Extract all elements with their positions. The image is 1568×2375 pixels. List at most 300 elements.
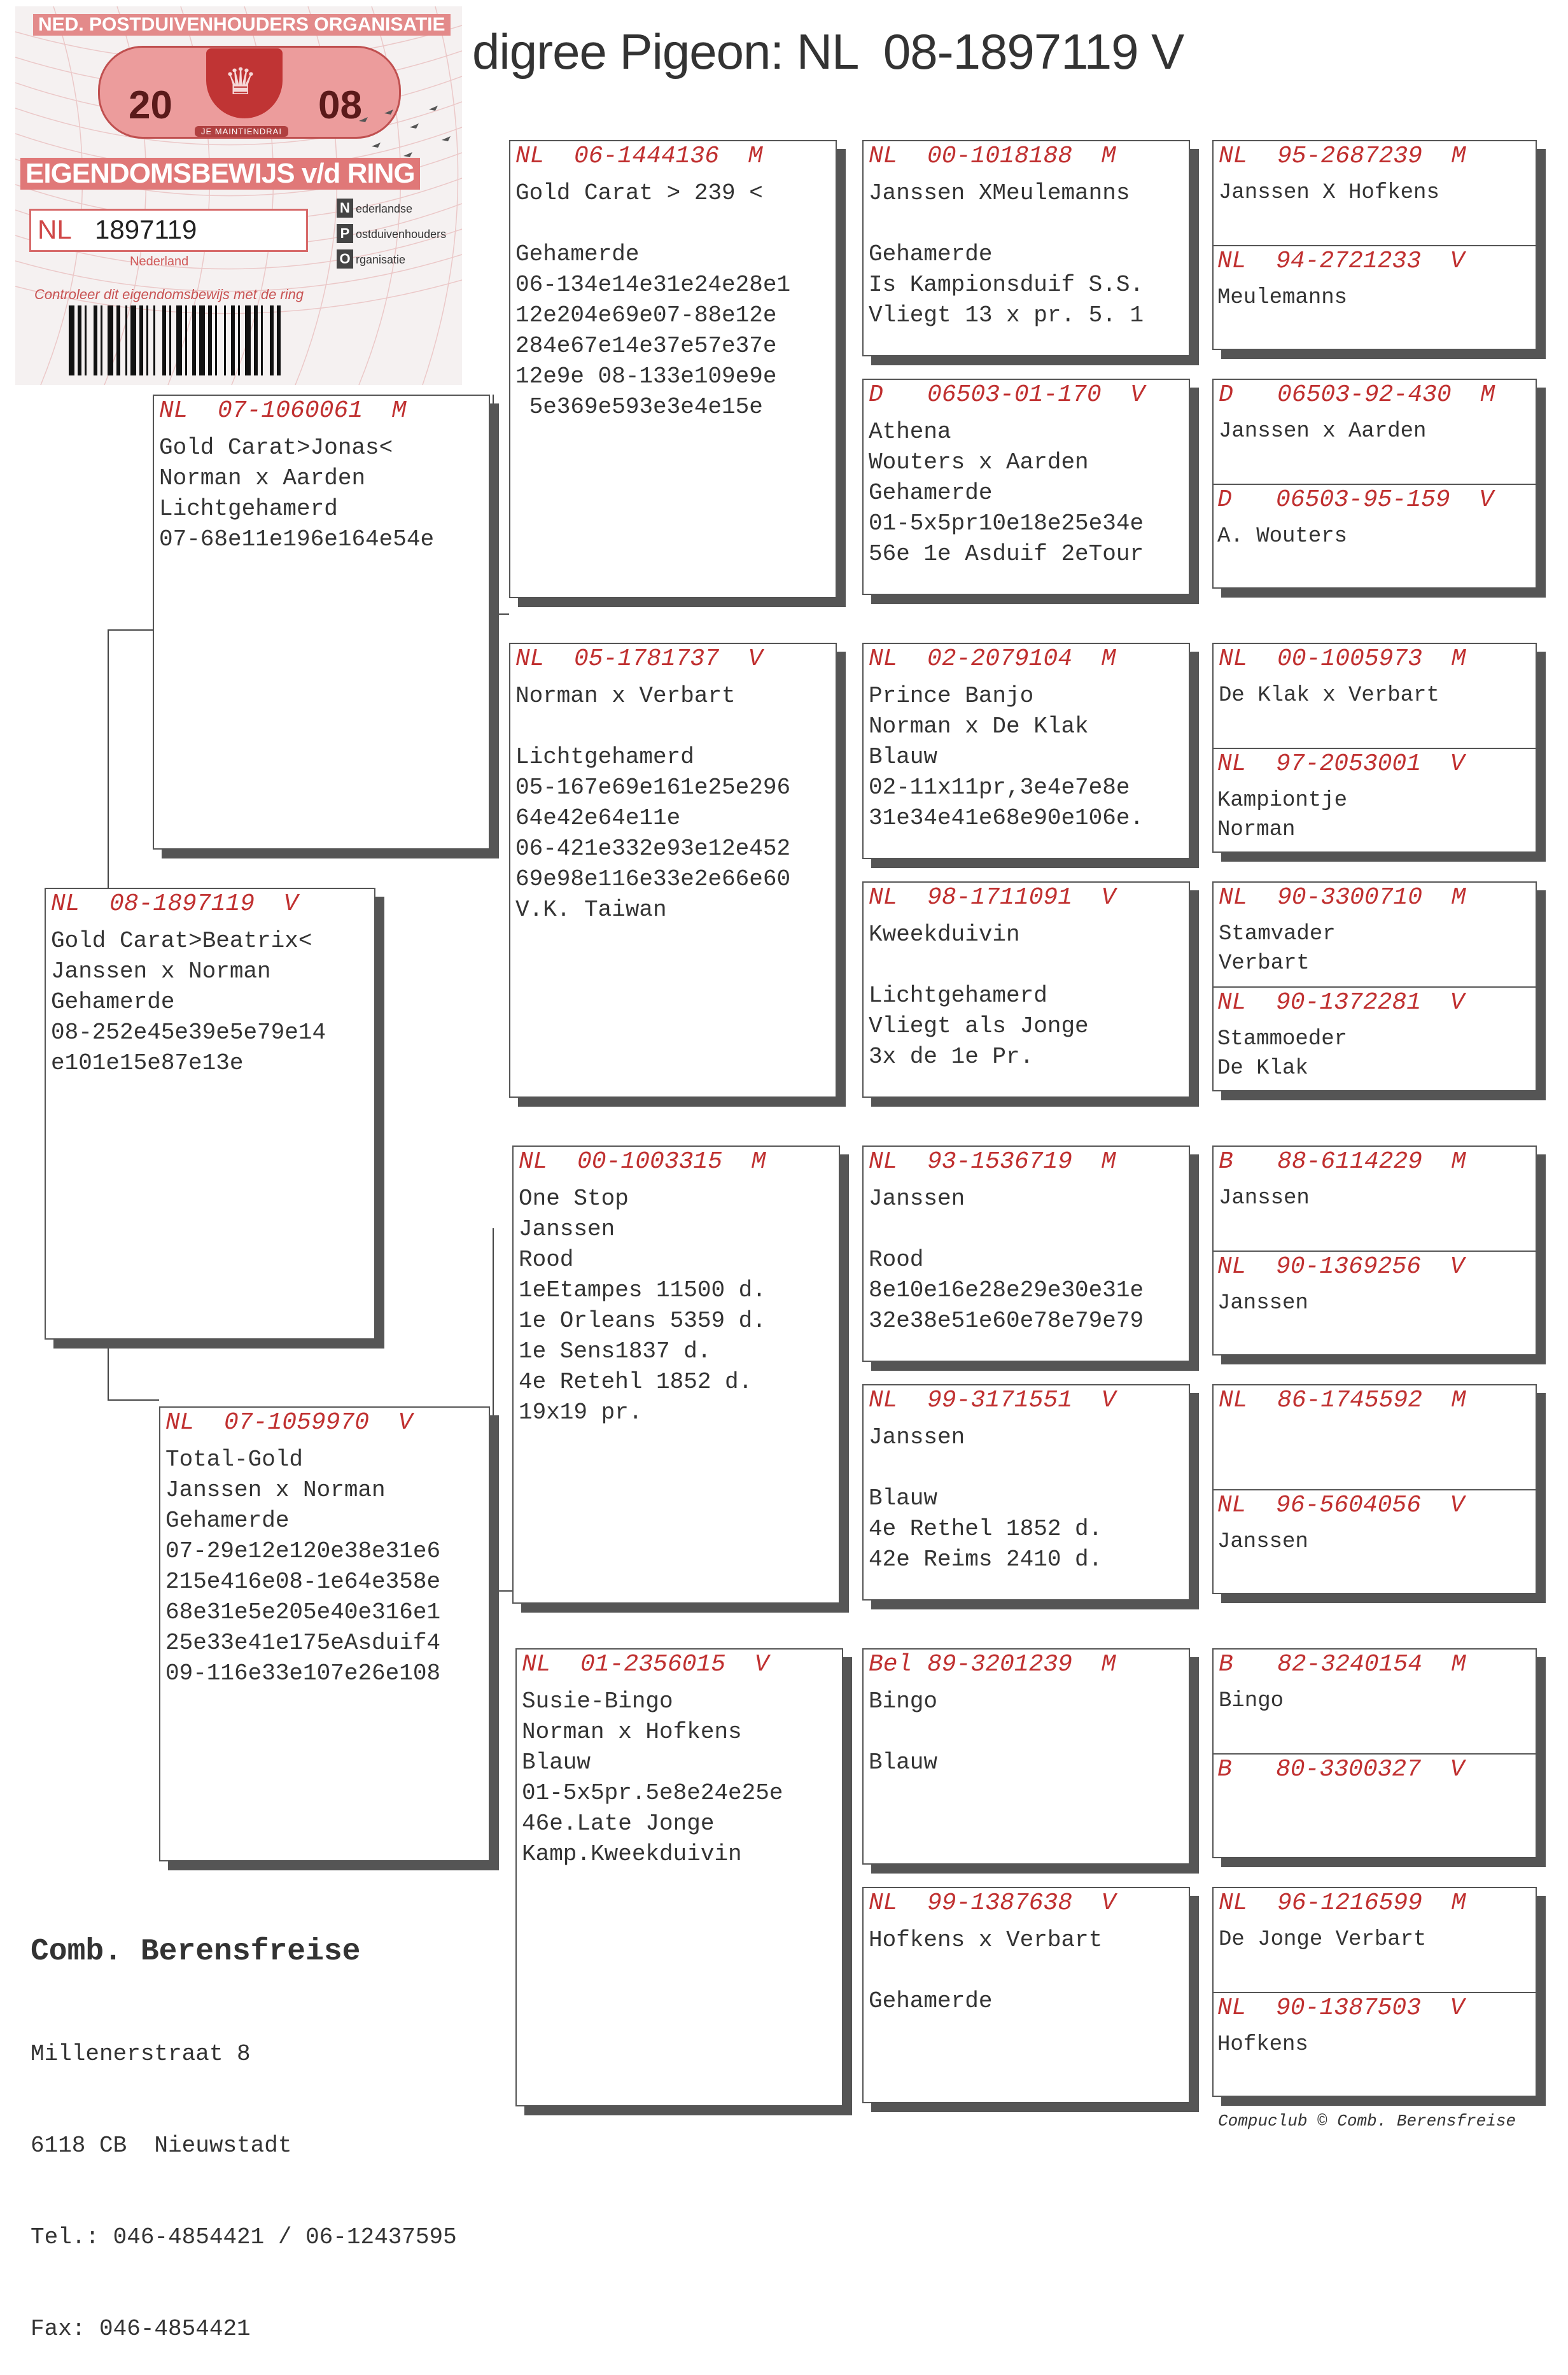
ring-sex: M	[1101, 645, 1116, 673]
ring-sex: M	[1451, 645, 1466, 673]
certificate-ring-prefix: NL	[38, 214, 72, 244]
npo-letter-o: O	[337, 249, 353, 269]
pigeon-detail-line: Blauw	[869, 1485, 938, 1511]
pigeon-detail-line: Athena	[869, 419, 951, 445]
pigeon-detail-line: Gehamerde	[165, 1508, 290, 1534]
ring-code: 08-1897119	[109, 890, 255, 918]
ring-number	[51, 890, 298, 918]
pigeon-detail-line: Blauw	[869, 1749, 938, 1776]
ring-country-prefix: Bel	[869, 1651, 913, 1678]
pigeon-detail-line: Hofkens	[1217, 2033, 1308, 2057]
pigeon-detail-line: Janssen	[869, 1186, 965, 1212]
ring-sex: V	[1450, 989, 1465, 1016]
pigeon-detail-line: Bingo	[1219, 1689, 1284, 1713]
pigeon-detail-line: V.K. Taiwan	[515, 897, 667, 923]
ring-number	[159, 397, 406, 424]
pigeon-detail-line: 08-252e45e39e5e79e14	[51, 1019, 326, 1046]
ring-number	[519, 1148, 766, 1175]
ring-code: 99-1387638	[927, 1889, 1073, 1917]
pigeon-detail-line: Kamp.Kweekduivin	[522, 1841, 742, 1867]
pedigree-box-granddam-maternal	[515, 1648, 843, 2106]
pigeon-detail-line: Vliegt 13 x pr. 5. 1	[869, 302, 1144, 328]
ring-number	[1219, 884, 1466, 911]
owner-contact	[31, 1978, 457, 2375]
ring-number	[1217, 750, 1464, 778]
pedigree-box-gen4	[1212, 484, 1537, 589]
ring-sex: V	[1450, 1492, 1465, 1519]
pigeon-detail-line: 69e98e116e33e2e66e60	[515, 866, 791, 892]
ring-number	[1219, 645, 1466, 673]
pigeon-detail-line: 215e416e08-1e64e358e	[165, 1569, 441, 1595]
pigeon-detail-line: 4e Retehl 1852 d.	[519, 1369, 753, 1395]
pedigree-box-gen3	[862, 1887, 1190, 2103]
pedigree-box-gen3	[862, 643, 1190, 859]
ring-sex: V	[1450, 1253, 1465, 1280]
certificate-country: Nederland	[130, 255, 189, 269]
pigeon-detail-line: 31e34e41e68e90e106e.	[869, 805, 1144, 831]
pigeon-details	[165, 1445, 440, 1689]
ring-sex: V	[283, 890, 298, 918]
pedigree-box-gen3	[862, 1145, 1190, 1362]
ring-sex: M	[1101, 1651, 1116, 1678]
pigeon-details	[869, 178, 1144, 331]
pigeon-details	[515, 178, 790, 423]
ring-code: 98-1711091	[927, 884, 1073, 911]
pigeon-detail-line: 5e369e593e3e4e15e	[515, 394, 763, 420]
pigeon-details	[869, 1925, 1102, 2017]
pigeon-detail-line	[869, 1453, 1102, 1483]
ring-number	[515, 143, 762, 170]
ring-code: 06503-92-430	[1277, 381, 1452, 409]
ring-number	[1217, 989, 1464, 1016]
pedigree-box-granddam-paternal	[509, 643, 837, 1098]
pigeon-detail-line: 1eEtampes 11500 d.	[519, 1277, 766, 1303]
ring-country-prefix: NL	[165, 1409, 195, 1436]
ring-sex: M	[1451, 884, 1466, 911]
owner-phone-line: Tel.: 046-4854421 / 06-12437595	[31, 2224, 457, 2250]
ring-code: 93-1536719	[927, 1148, 1073, 1175]
pigeon-details	[1219, 417, 1426, 446]
pigeon-detail-line: De Jonge Verbart	[1219, 1928, 1427, 1952]
ring-code: 96-1216599	[1277, 1889, 1423, 1917]
pigeon-detail-line	[515, 209, 790, 239]
ring-code: 05-1781737	[574, 645, 720, 673]
pedigree-box-gen4	[1212, 986, 1537, 1091]
pigeon-detail-line: 1e Sens1837 d.	[519, 1338, 711, 1364]
pedigree-box-gen4	[1212, 1489, 1537, 1594]
pigeon-detail-line: Janssen x Norman	[51, 958, 271, 984]
ring-country-prefix: D	[1217, 486, 1232, 514]
ring-sex: M	[1101, 1148, 1116, 1175]
pigeon-detail-line: 284e67e14e37e57e37e	[515, 333, 777, 359]
pigeon-details	[1217, 786, 1347, 844]
ring-country-prefix: D	[1219, 381, 1233, 409]
owner-fax-line: Fax: 046-4854421	[31, 2316, 251, 2342]
pigeon-details	[1219, 178, 1439, 207]
pigeon-detail-line: Gehamerde	[515, 241, 640, 267]
ring-sex: V	[1101, 1889, 1116, 1917]
ring-sex: V	[1479, 486, 1494, 514]
ring-number	[1219, 1387, 1466, 1414]
ring-country-prefix: NL	[1219, 143, 1248, 170]
npo-line: rganisatie	[356, 253, 406, 266]
pigeon-detail-line: Lichtgehamerd	[869, 983, 1047, 1009]
pigeon-detail-line: A. Wouters	[1217, 524, 1348, 549]
pigeon-detail-line: De Klak x Verbart	[1219, 683, 1439, 708]
pigeon-detail-line: 46e.Late Jonge	[522, 1811, 715, 1837]
ring-country-prefix: NL	[869, 1148, 898, 1175]
ring-sex: V	[1101, 884, 1116, 911]
software-credit: Compuclub © Comb. Berensfreise	[1218, 2112, 1516, 2131]
certificate-control-note: Controleer dit eigendomsbewijs met de ring	[34, 286, 304, 302]
pigeon-details	[1217, 522, 1347, 551]
pigeon-detail-line: 09-116e33e107e26e108	[165, 1660, 441, 1686]
pigeon-detail-line: Janssen x Norman	[165, 1477, 386, 1503]
ring-number	[869, 884, 1116, 911]
pigeon-detail-line: 32e38e51e60e78e79e79	[869, 1308, 1144, 1334]
pigeon-detail-line: 06-421e332e93e12e452	[515, 836, 791, 862]
ring-number	[869, 1387, 1116, 1414]
ring-country-prefix: NL	[1217, 1253, 1247, 1280]
pedigree-box-gen4	[1212, 245, 1537, 350]
ring-number	[1219, 143, 1466, 170]
ring-country-prefix: NL	[1217, 750, 1247, 778]
ring-code: 90-3300710	[1277, 884, 1423, 911]
ring-code: 95-2687239	[1277, 143, 1423, 170]
ring-code: 97-2053001	[1276, 750, 1422, 778]
pigeon-detail-line: 01-5x5pr10e18e25e34e	[869, 510, 1144, 536]
pigeon-details	[519, 1184, 766, 1428]
ring-country-prefix: NL	[869, 1889, 898, 1917]
ring-sex: M	[391, 397, 407, 424]
certificate-year-left: 20	[129, 83, 172, 127]
pigeon-details	[1219, 1686, 1284, 1716]
ring-code: 02-2079104	[927, 645, 1073, 673]
pigeon-detail-line: e101e15e87e13e	[51, 1050, 244, 1076]
ring-country-prefix: D	[869, 381, 883, 409]
certificate-ring-number: 1897119	[95, 214, 197, 244]
pigeon-detail-line: Gehamerde	[51, 989, 175, 1015]
pigeon-detail-line: 8e10e16e28e29e30e31e	[869, 1277, 1144, 1303]
ring-number	[1219, 1148, 1466, 1175]
pigeon-detail-line: Rood	[519, 1247, 574, 1273]
ring-code: 82-3240154	[1277, 1651, 1423, 1678]
pigeon-detail-line	[515, 711, 790, 742]
ring-code: 89-3201239	[927, 1651, 1073, 1678]
pigeon-detail-line: Janssen x Aarden	[1219, 419, 1427, 444]
ring-sex: V	[1450, 750, 1465, 778]
pedigree-box-gen3	[862, 1384, 1190, 1601]
pigeon-detail-line: Verbart	[1219, 951, 1310, 976]
pigeon-detail-line: Rood	[869, 1247, 924, 1273]
pigeon-detail-line: 3x de 1e Pr.	[869, 1044, 1034, 1070]
ring-code: 00-1005973	[1277, 645, 1423, 673]
ring-code: 06503-01-170	[927, 381, 1102, 409]
certificate-organisation: NED. POSTDUIVENHOUDERS ORGANISATIE	[33, 14, 451, 36]
ring-code: 88-6114229	[1277, 1148, 1423, 1175]
pigeon-detail-line: Gold Carat > 239 <	[515, 180, 763, 206]
pigeon-details	[51, 926, 326, 1079]
pigeon-detail-line: Norman x Aarden	[159, 465, 366, 491]
ring-country-prefix: NL	[1217, 248, 1247, 275]
pedigree-box-gen3	[862, 140, 1190, 356]
ring-sex: V	[1450, 248, 1465, 275]
pigeon-detail-line	[869, 950, 1089, 981]
ring-sex: V	[1101, 1387, 1116, 1414]
ring-code: 90-1387503	[1276, 1994, 1422, 2022]
ring-sex: M	[1480, 381, 1495, 409]
ring-country-prefix: NL	[869, 645, 898, 673]
owner-address-line: Millenerstraat 8	[31, 2041, 251, 2067]
pigeon-detail-line: Stamvader	[1219, 922, 1336, 946]
pedigree-box-gen3	[862, 1648, 1190, 1865]
ring-code: 90-1372281	[1276, 989, 1422, 1016]
pigeon-detail-line: Lichtgehamerd	[159, 496, 338, 522]
ring-country-prefix: NL	[522, 1651, 551, 1678]
pigeon-detail-line	[869, 1214, 1144, 1245]
ring-country-prefix: NL	[1217, 1994, 1247, 2022]
pigeon-details	[1217, 2030, 1308, 2059]
pigeon-detail-line: Kweekduivin	[869, 921, 1020, 948]
ring-number	[1217, 1253, 1464, 1280]
owner-name: Comb. Berensfreise	[31, 1935, 361, 1969]
ring-number	[1217, 1492, 1464, 1519]
npo-letter-p: P	[337, 224, 353, 243]
ring-code: 90-1369256	[1276, 1253, 1422, 1280]
pigeon-detail-line: Lichtgehamerd	[515, 744, 694, 770]
ring-sex: M	[1451, 1889, 1466, 1917]
pigeon-details	[869, 1422, 1102, 1575]
pigeon-detail-line: Wouters x Aarden	[869, 449, 1089, 475]
ring-sex: M	[748, 143, 763, 170]
ring-code: 00-1018188	[927, 143, 1073, 170]
pigeon-details	[1219, 681, 1439, 710]
pigeon-detail-line: 06-134e14e31e24e28e1	[515, 272, 791, 298]
pigeon-detail-line: 12e204e69e07-88e12e	[515, 302, 777, 328]
pigeon-detail-line: Kampiontje	[1217, 788, 1348, 813]
ring-number	[165, 1409, 412, 1436]
ring-sex: V	[1130, 381, 1145, 409]
pedigree-box-grandsire-maternal	[512, 1145, 840, 1604]
pigeon-detail-line: 07-68e11e196e164e54e	[159, 526, 435, 552]
pigeon-detail-line: Norman	[1217, 818, 1296, 842]
pigeon-details	[1219, 920, 1336, 978]
pigeon-detail-line: Prince Banjo	[869, 683, 1034, 709]
ring-country-prefix: NL	[1219, 1889, 1248, 1917]
ring-code: 07-1059970	[224, 1409, 370, 1436]
pigeon-detail-line	[869, 1717, 937, 1748]
ring-number	[1217, 248, 1464, 275]
pigeon-detail-line: Norman x Hofkens	[522, 1719, 742, 1745]
ring-country-prefix: NL	[51, 890, 80, 918]
ring-code: 01-2356015	[580, 1651, 726, 1678]
certificate-heading: EIGENDOMSBEWIJS v/d RING	[20, 158, 420, 190]
ring-country-prefix: NL	[1217, 1492, 1247, 1519]
pigeon-detail-line: Janssen XMeulemanns	[869, 180, 1130, 206]
ring-sex: M	[1451, 1387, 1466, 1414]
ring-code: 80-3300327	[1276, 1756, 1422, 1783]
pigeon-detail-line: Bingo	[869, 1688, 938, 1714]
pigeon-detail-line: 02-11x11pr,3e4e7e8e	[869, 774, 1130, 801]
ring-sex: M	[1451, 1148, 1466, 1175]
pigeon-detail-line: 12e9e 08-133e109e9e	[515, 363, 777, 389]
pigeon-detail-line: Hofkens x Verbart	[869, 1927, 1103, 1953]
pigeon-detail-line: One Stop	[519, 1186, 629, 1212]
certificate-motto: JE MAINTIENDRAI	[195, 126, 288, 137]
ring-country-prefix: NL	[1219, 645, 1248, 673]
ring-code: 07-1060061	[218, 397, 363, 424]
ring-number	[869, 1651, 1116, 1678]
npo-line: ostduivenhouders	[356, 228, 447, 241]
ring-country-prefix: B	[1217, 1756, 1232, 1783]
pigeon-detail-line: Blauw	[869, 744, 938, 770]
ring-code: 00-1003315	[577, 1148, 723, 1175]
pigeon-detail-line: 19x19 pr.	[519, 1399, 643, 1426]
pigeon-detail-line	[869, 209, 1144, 239]
pedigree-box-gen4	[1212, 1753, 1537, 1858]
pigeon-detail-line: Meulemanns	[1217, 286, 1348, 310]
page-title: digree Pigeon: NL 08-1897119 V	[472, 24, 1184, 80]
pigeon-details	[1217, 1527, 1308, 1557]
pigeon-details	[522, 1686, 783, 1870]
ring-sex: V	[748, 645, 763, 673]
ring-number	[869, 1889, 1116, 1917]
ring-country-prefix: NL	[1217, 989, 1247, 1016]
pedigree-box-gen4	[1212, 748, 1537, 853]
ring-country-prefix: B	[1219, 1148, 1233, 1175]
pigeon-detail-line: Is Kampionsduif S.S.	[869, 272, 1144, 298]
ring-country-prefix: NL	[1219, 884, 1248, 911]
pedigree-box-subject	[45, 888, 375, 1340]
ring-code: 96-5604056	[1276, 1492, 1422, 1519]
ring-country-prefix: NL	[515, 645, 545, 673]
pigeon-detail-line: 64e42e64e11e	[515, 805, 681, 831]
npo-letter-n: N	[337, 199, 353, 218]
ring-sex: V	[1450, 1994, 1465, 2022]
ring-number	[1219, 1651, 1466, 1678]
ring-sex: V	[754, 1651, 769, 1678]
certificate-year-right: 08	[318, 83, 362, 127]
ring-code: 06503-95-159	[1276, 486, 1450, 514]
pigeon-details	[159, 433, 434, 555]
pigeon-details	[1219, 1184, 1310, 1213]
ring-number	[1219, 1889, 1466, 1917]
pedigree-box-gen3	[862, 379, 1190, 595]
ring-sex: M	[1451, 1651, 1466, 1678]
pedigree-box-dam	[159, 1406, 490, 1861]
ring-number	[1217, 1994, 1464, 2022]
pigeon-details	[1217, 1289, 1308, 1318]
ring-sex: V	[1450, 1756, 1465, 1783]
pigeon-detail-line: Gehamerde	[869, 480, 993, 506]
pigeon-detail-line: Gehamerde	[869, 1988, 993, 2014]
pigeon-detail-line: De Klak	[1217, 1056, 1308, 1081]
ring-number	[1217, 486, 1494, 514]
pigeon-details	[869, 1184, 1144, 1336]
ring-number	[1219, 381, 1495, 409]
pigeon-detail-line: Norman x Verbart	[515, 683, 736, 709]
pedigree-box-gen4	[1212, 1251, 1537, 1356]
pigeon-details	[869, 920, 1089, 1072]
ring-number	[1217, 1756, 1464, 1783]
pigeon-detail-line: Susie-Bingo	[522, 1688, 673, 1714]
ring-code: 86-1745592	[1277, 1387, 1423, 1414]
pigeon-details	[1217, 283, 1347, 312]
ring-sex: M	[1101, 143, 1116, 170]
pigeon-detail-line: Janssen	[1217, 1291, 1308, 1315]
pigeon-detail-line: 05-167e69e161e25e296	[515, 774, 791, 801]
pigeon-detail-line: Janssen	[519, 1216, 615, 1242]
ring-code: 94-2721233	[1276, 248, 1422, 275]
pigeon-detail-line	[869, 1956, 1102, 1986]
ring-sex: V	[398, 1409, 413, 1436]
ring-country-prefix: NL	[869, 1387, 898, 1414]
pigeon-detail-line: Gold Carat>Beatrix<	[51, 928, 312, 954]
pedigree-box-sire	[153, 395, 490, 850]
pigeon-detail-line: 42e Reims 2410 d.	[869, 1546, 1103, 1573]
ring-number	[869, 645, 1116, 673]
pigeon-detail-line: 56e 1e Asduif 2eTour	[869, 541, 1144, 567]
pigeon-detail-line: 07-29e12e120e38e31e6	[165, 1538, 441, 1564]
pigeon-details	[869, 417, 1144, 570]
ring-country-prefix: NL	[1219, 1387, 1248, 1414]
pigeon-details	[1217, 1025, 1347, 1083]
pigeon-details	[869, 681, 1144, 834]
pigeon-detail-line: Stammoeder	[1217, 1027, 1348, 1051]
pigeon-details	[869, 1686, 937, 1778]
pigeon-details	[515, 681, 790, 925]
ring-country-prefix: NL	[515, 143, 545, 170]
ring-country-prefix: B	[1219, 1651, 1233, 1678]
pigeon-detail-line: Janssen	[1219, 1186, 1310, 1210]
pigeon-detail-line: Janssen X Hofkens	[1219, 181, 1439, 205]
pigeon-detail-line: Total-Gold	[165, 1447, 304, 1473]
lion-shield-icon: ♛	[206, 48, 283, 118]
ring-number	[869, 143, 1116, 170]
pigeon-detail-line: 4e Rethel 1852 d.	[869, 1516, 1103, 1542]
ring-number	[522, 1651, 769, 1678]
pigeon-detail-line: Janssen	[869, 1424, 965, 1450]
pigeon-details	[1219, 1925, 1426, 1954]
ring-country-prefix: NL	[519, 1148, 548, 1175]
pigeon-detail-line: Janssen	[1217, 1530, 1308, 1554]
npo-line: ederlandse	[356, 202, 413, 215]
pedigree-box-gen3	[862, 881, 1190, 1098]
pigeon-detail-line: 25e33e41e175eAsduif4	[165, 1630, 441, 1656]
pigeon-detail-line: Vliegt als Jonge	[869, 1013, 1089, 1039]
owner-postal-line: 6118 CB Nieuwstadt	[31, 2133, 292, 2159]
ring-country-prefix: NL	[869, 884, 898, 911]
ring-number	[515, 645, 762, 673]
pedigree-box-grandsire-paternal	[509, 140, 837, 598]
ring-number	[869, 1148, 1116, 1175]
ring-sex: M	[751, 1148, 766, 1175]
ring-sex: M	[1451, 143, 1466, 170]
ring-code: 99-3171551	[927, 1387, 1073, 1414]
ring-country-prefix: NL	[159, 397, 188, 424]
pedigree-box-gen4	[1212, 1992, 1537, 2097]
pigeon-detail-line: Blauw	[522, 1749, 591, 1776]
ring-number	[869, 381, 1145, 409]
ring-country-prefix: NL	[869, 143, 898, 170]
pigeon-detail-line: Gold Carat>Jonas<	[159, 435, 393, 461]
pigeon-detail-line: 1e Orleans 5359 d.	[519, 1308, 766, 1334]
pigeon-detail-line: Norman x De Klak	[869, 713, 1089, 739]
pigeon-detail-line: 01-5x5pr.5e8e24e25e	[522, 1780, 783, 1806]
ring-code: 06-1444136	[574, 143, 720, 170]
pigeon-detail-line: Gehamerde	[869, 241, 993, 267]
pigeon-detail-line: 68e31e5e205e40e316e1	[165, 1599, 441, 1625]
